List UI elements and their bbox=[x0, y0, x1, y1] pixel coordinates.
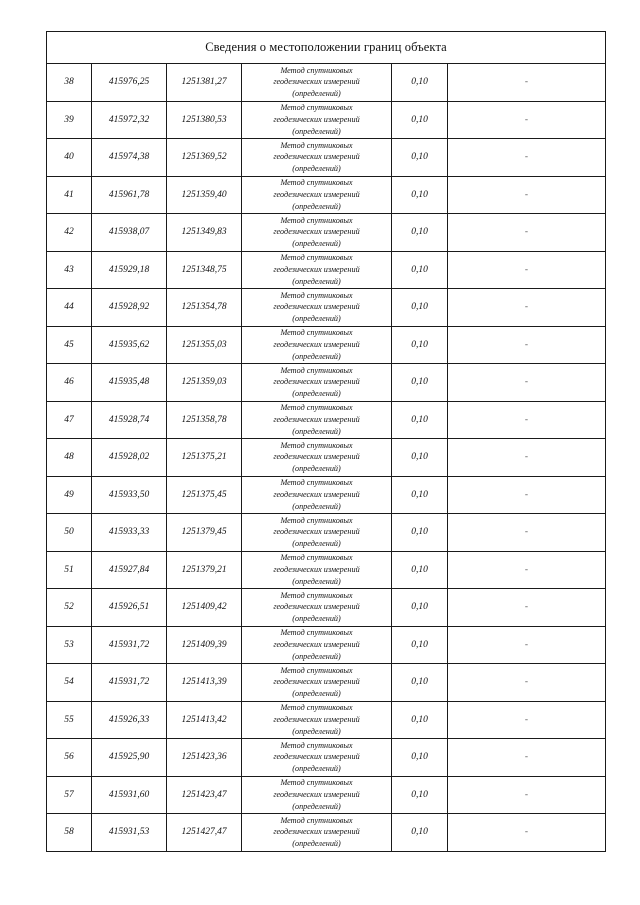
note-cell: - bbox=[448, 139, 606, 177]
coordinate-y-cell: 1251380,53 bbox=[167, 101, 242, 139]
coordinate-x-cell: 415931,72 bbox=[92, 626, 167, 664]
coordinate-y-cell: 1251413,39 bbox=[167, 664, 242, 702]
coordinate-x-cell: 415928,02 bbox=[92, 439, 167, 477]
note-cell: - bbox=[448, 814, 606, 852]
precision-cell: 0,10 bbox=[392, 626, 448, 664]
method-cell bbox=[242, 401, 392, 439]
method-cell bbox=[242, 439, 392, 477]
method-line: геодезических измерений bbox=[273, 639, 360, 649]
method-line: (определений) bbox=[292, 276, 341, 286]
table-row bbox=[47, 364, 606, 402]
point-number-cell: 41 bbox=[47, 176, 92, 214]
method-cell bbox=[242, 551, 392, 589]
coordinate-y-cell: 1251381,27 bbox=[167, 64, 242, 102]
coordinate-y-cell: 1251379,45 bbox=[167, 514, 242, 552]
method-line: Метод спутниковых bbox=[280, 103, 353, 113]
method-cell bbox=[242, 139, 392, 177]
method-line: геодезических измерений bbox=[273, 152, 360, 162]
method-line: Метод спутниковых bbox=[280, 628, 353, 638]
point-number-cell: 44 bbox=[47, 289, 92, 327]
coordinate-y-cell: 1251423,47 bbox=[167, 776, 242, 814]
method-cell bbox=[242, 589, 392, 627]
method-cell bbox=[242, 364, 392, 402]
method-cell bbox=[242, 64, 392, 102]
precision-cell: 0,10 bbox=[392, 364, 448, 402]
table-row bbox=[47, 251, 606, 289]
table-row bbox=[47, 476, 606, 514]
table-title-row bbox=[47, 32, 606, 64]
note-cell: - bbox=[448, 476, 606, 514]
note-cell: - bbox=[448, 589, 606, 627]
method-line: (определений) bbox=[292, 651, 341, 661]
method-line: геодезических измерений bbox=[273, 189, 360, 199]
precision-cell: 0,10 bbox=[392, 514, 448, 552]
coordinate-x-cell: 415974,38 bbox=[92, 139, 167, 177]
precision-cell: 0,10 bbox=[392, 701, 448, 739]
method-line: (определений) bbox=[292, 576, 341, 586]
coordinate-x-cell: 415926,51 bbox=[92, 589, 167, 627]
method-line: (определений) bbox=[292, 539, 341, 549]
method-line: геодезических измерений bbox=[273, 264, 360, 274]
precision-cell: 0,10 bbox=[392, 401, 448, 439]
table-row bbox=[47, 776, 606, 814]
method-cell bbox=[242, 664, 392, 702]
table-row bbox=[47, 701, 606, 739]
method-cell bbox=[242, 626, 392, 664]
method-line: (определений) bbox=[292, 689, 341, 699]
point-number-cell: 47 bbox=[47, 401, 92, 439]
method-line: Метод спутниковых bbox=[280, 590, 353, 600]
method-cell bbox=[242, 214, 392, 252]
method-line: геодезических измерений bbox=[273, 489, 360, 499]
method-line: Метод спутниковых bbox=[280, 253, 353, 263]
method-line: геодезических измерений bbox=[273, 827, 360, 837]
method-line: Метод спутниковых bbox=[280, 290, 353, 300]
method-line: (определений) bbox=[292, 201, 341, 211]
method-cell bbox=[242, 739, 392, 777]
method-line: (определений) bbox=[292, 89, 341, 99]
precision-cell: 0,10 bbox=[392, 176, 448, 214]
method-line: Метод спутниковых bbox=[280, 815, 353, 825]
boundary-points-table bbox=[46, 31, 606, 852]
method-line: (определений) bbox=[292, 164, 341, 174]
table-row bbox=[47, 814, 606, 852]
note-cell: - bbox=[448, 401, 606, 439]
coordinate-x-cell: 415931,53 bbox=[92, 814, 167, 852]
coordinate-y-cell: 1251409,39 bbox=[167, 626, 242, 664]
document-title: Сведения о местоположении границ объекта bbox=[47, 32, 606, 64]
table-row bbox=[47, 739, 606, 777]
table-row bbox=[47, 439, 606, 477]
method-line: Метод спутниковых bbox=[280, 65, 353, 75]
method-cell bbox=[242, 101, 392, 139]
coordinate-y-cell: 1251358,78 bbox=[167, 401, 242, 439]
coordinate-x-cell: 415928,92 bbox=[92, 289, 167, 327]
method-cell bbox=[242, 251, 392, 289]
note-cell: - bbox=[448, 701, 606, 739]
note-cell: - bbox=[448, 326, 606, 364]
precision-cell: 0,10 bbox=[392, 776, 448, 814]
table-row bbox=[47, 514, 606, 552]
coordinate-x-cell: 415938,07 bbox=[92, 214, 167, 252]
point-number-cell: 52 bbox=[47, 589, 92, 627]
note-cell: - bbox=[448, 439, 606, 477]
coordinate-y-cell: 1251359,03 bbox=[167, 364, 242, 402]
method-line: (определений) bbox=[292, 426, 341, 436]
coordinate-y-cell: 1251375,45 bbox=[167, 476, 242, 514]
table-row bbox=[47, 289, 606, 327]
method-cell bbox=[242, 176, 392, 214]
method-line: геодезических измерений bbox=[273, 414, 360, 424]
coordinate-x-cell: 415935,62 bbox=[92, 326, 167, 364]
note-cell: - bbox=[448, 551, 606, 589]
note-cell: - bbox=[448, 739, 606, 777]
method-line: Метод спутниковых bbox=[280, 365, 353, 375]
method-line: Метод спутниковых bbox=[280, 440, 353, 450]
method-line: (определений) bbox=[292, 501, 341, 511]
precision-cell: 0,10 bbox=[392, 326, 448, 364]
precision-cell: 0,10 bbox=[392, 101, 448, 139]
coordinate-x-cell: 415933,50 bbox=[92, 476, 167, 514]
point-number-cell: 57 bbox=[47, 776, 92, 814]
method-line: геодезических измерений bbox=[273, 114, 360, 124]
method-cell bbox=[242, 326, 392, 364]
table-row bbox=[47, 551, 606, 589]
method-line: Метод спутниковых bbox=[280, 328, 353, 338]
method-line: (определений) bbox=[292, 614, 341, 624]
method-cell bbox=[242, 476, 392, 514]
method-line: геодезических измерений bbox=[273, 789, 360, 799]
point-number-cell: 49 bbox=[47, 476, 92, 514]
method-line: (определений) bbox=[292, 239, 341, 249]
coordinate-x-cell: 415972,32 bbox=[92, 101, 167, 139]
note-cell: - bbox=[448, 289, 606, 327]
coordinate-x-cell: 415935,48 bbox=[92, 364, 167, 402]
table-row bbox=[47, 64, 606, 102]
method-cell bbox=[242, 514, 392, 552]
method-line: Метод спутниковых bbox=[280, 740, 353, 750]
coordinate-y-cell: 1251409,42 bbox=[167, 589, 242, 627]
table-row bbox=[47, 139, 606, 177]
coordinate-y-cell: 1251349,83 bbox=[167, 214, 242, 252]
coordinate-y-cell: 1251354,78 bbox=[167, 289, 242, 327]
point-number-cell: 40 bbox=[47, 139, 92, 177]
point-number-cell: 53 bbox=[47, 626, 92, 664]
table-row bbox=[47, 176, 606, 214]
method-line: геодезических измерений bbox=[273, 602, 360, 612]
point-number-cell: 39 bbox=[47, 101, 92, 139]
point-number-cell: 55 bbox=[47, 701, 92, 739]
method-line: геодезических измерений bbox=[273, 339, 360, 349]
method-line: Метод спутниковых bbox=[280, 178, 353, 188]
note-cell: - bbox=[448, 626, 606, 664]
precision-cell: 0,10 bbox=[392, 589, 448, 627]
method-line: геодезических измерений bbox=[273, 302, 360, 312]
note-cell: - bbox=[448, 664, 606, 702]
coordinate-x-cell: 415925,90 bbox=[92, 739, 167, 777]
method-line: Метод спутниковых bbox=[280, 553, 353, 563]
coordinate-y-cell: 1251355,03 bbox=[167, 326, 242, 364]
method-line: геодезических измерений bbox=[273, 527, 360, 537]
method-line: Метод спутниковых bbox=[280, 665, 353, 675]
table-row bbox=[47, 326, 606, 364]
note-cell: - bbox=[448, 514, 606, 552]
coordinate-y-cell: 1251379,21 bbox=[167, 551, 242, 589]
note-cell: - bbox=[448, 364, 606, 402]
precision-cell: 0,10 bbox=[392, 739, 448, 777]
method-line: (определений) bbox=[292, 839, 341, 849]
method-line: Метод спутниковых bbox=[280, 478, 353, 488]
precision-cell: 0,10 bbox=[392, 214, 448, 252]
precision-cell: 0,10 bbox=[392, 439, 448, 477]
point-number-cell: 38 bbox=[47, 64, 92, 102]
method-line: (определений) bbox=[292, 464, 341, 474]
method-line: геодезических измерений bbox=[273, 77, 360, 87]
coordinate-x-cell: 415931,60 bbox=[92, 776, 167, 814]
note-cell: - bbox=[448, 214, 606, 252]
precision-cell: 0,10 bbox=[392, 476, 448, 514]
point-number-cell: 42 bbox=[47, 214, 92, 252]
point-number-cell: 45 bbox=[47, 326, 92, 364]
method-line: геодезических измерений bbox=[273, 564, 360, 574]
method-line: (определений) bbox=[292, 764, 341, 774]
coordinate-x-cell: 415927,84 bbox=[92, 551, 167, 589]
method-line: Метод спутниковых bbox=[280, 140, 353, 150]
point-number-cell: 46 bbox=[47, 364, 92, 402]
coordinate-y-cell: 1251359,40 bbox=[167, 176, 242, 214]
method-cell bbox=[242, 289, 392, 327]
coordinate-y-cell: 1251375,21 bbox=[167, 439, 242, 477]
note-cell: - bbox=[448, 64, 606, 102]
method-line: Метод спутниковых bbox=[280, 403, 353, 413]
method-line: геодезических измерений bbox=[273, 227, 360, 237]
method-cell bbox=[242, 776, 392, 814]
method-line: (определений) bbox=[292, 389, 341, 399]
table-row bbox=[47, 589, 606, 627]
precision-cell: 0,10 bbox=[392, 814, 448, 852]
method-line: геодезических измерений bbox=[273, 677, 360, 687]
method-line: Метод спутниковых bbox=[280, 515, 353, 525]
note-cell: - bbox=[448, 101, 606, 139]
note-cell: - bbox=[448, 776, 606, 814]
method-line: Метод спутниковых bbox=[280, 778, 353, 788]
point-number-cell: 50 bbox=[47, 514, 92, 552]
coordinate-y-cell: 1251413,42 bbox=[167, 701, 242, 739]
coordinate-y-cell: 1251348,75 bbox=[167, 251, 242, 289]
point-number-cell: 48 bbox=[47, 439, 92, 477]
precision-cell: 0,10 bbox=[392, 551, 448, 589]
coordinate-x-cell: 415928,74 bbox=[92, 401, 167, 439]
coordinate-x-cell: 415929,18 bbox=[92, 251, 167, 289]
table-body bbox=[47, 64, 606, 852]
table-row bbox=[47, 101, 606, 139]
note-cell: - bbox=[448, 251, 606, 289]
point-number-cell: 43 bbox=[47, 251, 92, 289]
coordinate-y-cell: 1251423,36 bbox=[167, 739, 242, 777]
coordinate-x-cell: 415976,25 bbox=[92, 64, 167, 102]
coordinate-x-cell: 415961,78 bbox=[92, 176, 167, 214]
precision-cell: 0,10 bbox=[392, 139, 448, 177]
method-line: (определений) bbox=[292, 801, 341, 811]
table-row bbox=[47, 626, 606, 664]
coordinate-x-cell: 415933,33 bbox=[92, 514, 167, 552]
method-cell bbox=[242, 814, 392, 852]
precision-cell: 0,10 bbox=[392, 251, 448, 289]
method-cell bbox=[242, 701, 392, 739]
coordinate-x-cell: 415926,33 bbox=[92, 701, 167, 739]
precision-cell: 0,10 bbox=[392, 664, 448, 702]
table-row bbox=[47, 401, 606, 439]
method-line: Метод спутниковых bbox=[280, 215, 353, 225]
point-number-cell: 58 bbox=[47, 814, 92, 852]
table-row bbox=[47, 664, 606, 702]
method-line: геодезических измерений bbox=[273, 377, 360, 387]
method-line: (определений) bbox=[292, 351, 341, 361]
method-line: Метод спутниковых bbox=[280, 703, 353, 713]
precision-cell: 0,10 bbox=[392, 289, 448, 327]
point-number-cell: 54 bbox=[47, 664, 92, 702]
point-number-cell: 51 bbox=[47, 551, 92, 589]
precision-cell: 0,10 bbox=[392, 64, 448, 102]
coordinate-x-cell: 415931,72 bbox=[92, 664, 167, 702]
method-line: (определений) bbox=[292, 726, 341, 736]
point-number-cell: 56 bbox=[47, 739, 92, 777]
coordinate-y-cell: 1251427,47 bbox=[167, 814, 242, 852]
note-cell: - bbox=[448, 176, 606, 214]
method-line: (определений) bbox=[292, 126, 341, 136]
method-line: геодезических измерений bbox=[273, 752, 360, 762]
table-row bbox=[47, 214, 606, 252]
coordinate-y-cell: 1251369,52 bbox=[167, 139, 242, 177]
method-line: геодезических измерений bbox=[273, 714, 360, 724]
method-line: геодезических измерений bbox=[273, 452, 360, 462]
method-line: (определений) bbox=[292, 314, 341, 324]
